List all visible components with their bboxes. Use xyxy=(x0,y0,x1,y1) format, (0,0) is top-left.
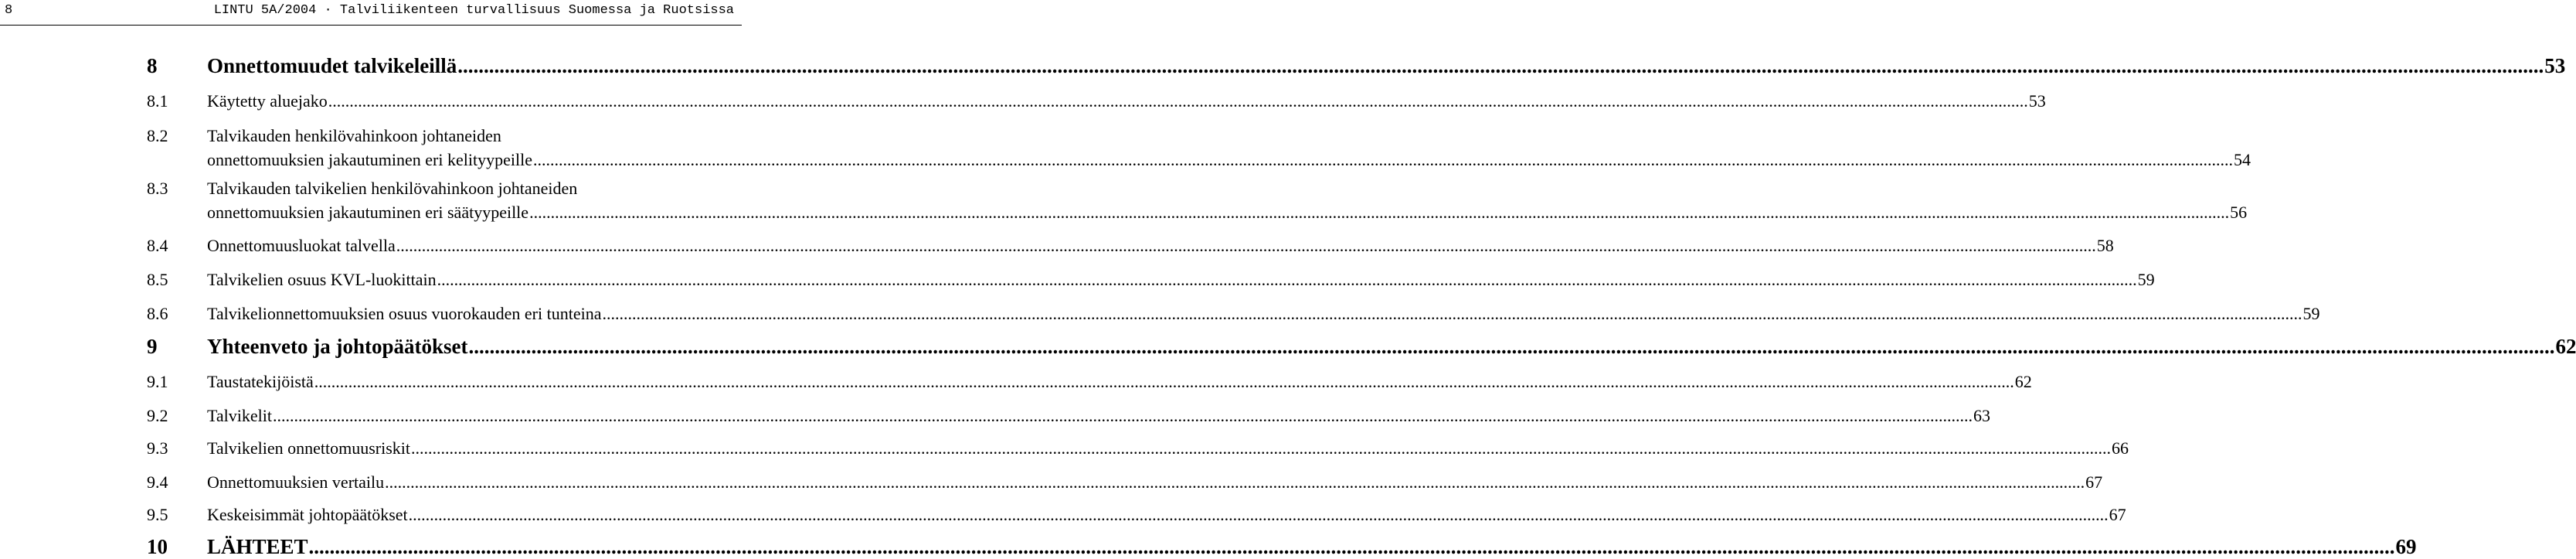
toc-entry-title: Onnettomuuksien vertailu xyxy=(207,472,385,492)
toc-entry-page: 69 xyxy=(2395,535,2417,558)
toc-entry-number: 9 xyxy=(147,335,158,358)
toc-leader-dots: ................................................................................................................................................................................................................................................................................................................................................................................................................ xyxy=(532,150,2233,169)
toc-entry-page: 59 xyxy=(2137,270,2155,289)
toc-entry-number: 8.2 xyxy=(147,126,168,145)
toc-entry-title: Talvikelionnettomuuksien osuus vuorokauden eri tunteina xyxy=(207,304,602,323)
toc-leader-dots: ................................................................................................................................................................................................................................................................................................................................................................................................................ xyxy=(396,236,2096,255)
toc-entry-page: 54 xyxy=(2233,150,2251,169)
toc-entry-number: 9.1 xyxy=(147,372,168,391)
toc-leader-dots: ................................................................................................................................................................................................................................................................................................................................................................................................................ xyxy=(273,406,1973,425)
toc-leader-dots: ................................................................................................................................................................................................................................................................................................................................................................................................................ xyxy=(411,438,2112,458)
toc-entry-page: 63 xyxy=(1973,406,1990,425)
toc-leader-dots: ................................................................................................................................................................................................................................................................................................................................................................................................................ xyxy=(308,535,2395,558)
toc-leader-dots: ................................................................................................................................................................................................................................................................................................................................................................................................................ xyxy=(385,472,2085,492)
toc-entry-page: 56 xyxy=(2230,203,2248,222)
header-running-title: LINTU 5A/2004 · Talviliikenteen turvallisuus Suomessa ja Ruotsissa xyxy=(213,3,734,18)
toc-leader-dots: ................................................................................................................................................................................................................................................................................................................................................................................................................ xyxy=(408,505,2109,524)
toc-entry-title: Talvikelien osuus KVL-luokittain xyxy=(207,270,437,289)
toc-leader-dots: ................................................................................................................................................................................................................................................................................................................................................................................................................ xyxy=(457,54,2544,77)
header-page-number: 8 xyxy=(5,3,13,18)
toc-entry-page: 53 xyxy=(2028,91,2046,111)
toc-leader-dots: ................................................................................................................................................................................................................................................................................................................................................................................................................ xyxy=(437,270,2137,289)
toc-entry-title: Onnettomuudet talvikeleillä xyxy=(207,54,457,77)
toc-entry-title: Keskeisimmät johtopäätökset xyxy=(207,505,408,524)
toc-leader-dots: ................................................................................................................................................................................................................................................................................................................................................................................................................ xyxy=(468,335,2555,358)
toc-entry-title: Talvikauden henkilövahinkoon johtaneiden xyxy=(207,126,501,145)
toc-entry-number: 8.4 xyxy=(147,236,168,255)
toc-entry-title: Onnettomuusluokat talvella xyxy=(207,236,396,255)
toc-entry-title: Talvikauden talvikelien henkilövahinkoon johtaneiden xyxy=(207,179,578,198)
toc-entry-title: LÄHTEET xyxy=(207,535,308,558)
toc-entry-page: 59 xyxy=(2302,304,2320,323)
toc-leader-dots: ................................................................................................................................................................................................................................................................................................................................................................................................................ xyxy=(602,304,2302,323)
toc-entry-title: Yhteenveto ja johtopäätökset xyxy=(207,335,468,358)
toc-entry-title: onnettomuuksien jakautuminen eri säätyypeille xyxy=(207,203,529,222)
toc-entry-number: 8.5 xyxy=(147,270,168,289)
toc-entry-title: onnettomuuksien jakautuminen eri kelityypeille xyxy=(207,150,532,169)
toc-entry-number: 8.1 xyxy=(147,91,168,111)
toc-entry-number: 9.3 xyxy=(147,438,168,458)
toc-entry-number: 8.6 xyxy=(147,304,168,323)
toc-entry-number: 8 xyxy=(147,54,158,77)
toc-entry-number: 9.4 xyxy=(147,472,168,492)
toc-entry-number: 10 xyxy=(147,535,168,558)
running-header xyxy=(0,0,742,26)
toc-entry-page: 66 xyxy=(2112,438,2129,458)
toc-entry-number: 9.2 xyxy=(147,406,168,425)
toc-entry-title: Käytetty aluejako xyxy=(207,91,328,111)
toc-entry-page: 62 xyxy=(2555,335,2576,358)
toc-entry-page: 53 xyxy=(2544,54,2566,77)
toc-entry-number: 9.5 xyxy=(147,505,168,524)
toc-entry-number: 8.3 xyxy=(147,179,168,198)
toc-entry-page: 67 xyxy=(2109,505,2126,524)
toc-entry-title: Talvikelien onnettomuusriskit xyxy=(207,438,411,458)
toc-entry-title: Taustatekijöistä xyxy=(207,372,314,391)
toc-entry-title: Talvikelit xyxy=(207,406,272,425)
toc-leader-dots: ................................................................................................................................................................................................................................................................................................................................................................................................................ xyxy=(529,203,2230,222)
toc-leader-dots: ................................................................................................................................................................................................................................................................................................................................................................................................................ xyxy=(328,91,2028,111)
toc-entry-page: 62 xyxy=(2014,372,2032,391)
toc-entry-page: 58 xyxy=(2096,236,2114,255)
toc-entry-page: 67 xyxy=(2085,472,2103,492)
toc-leader-dots: ................................................................................................................................................................................................................................................................................................................................................................................................................ xyxy=(314,372,2014,391)
